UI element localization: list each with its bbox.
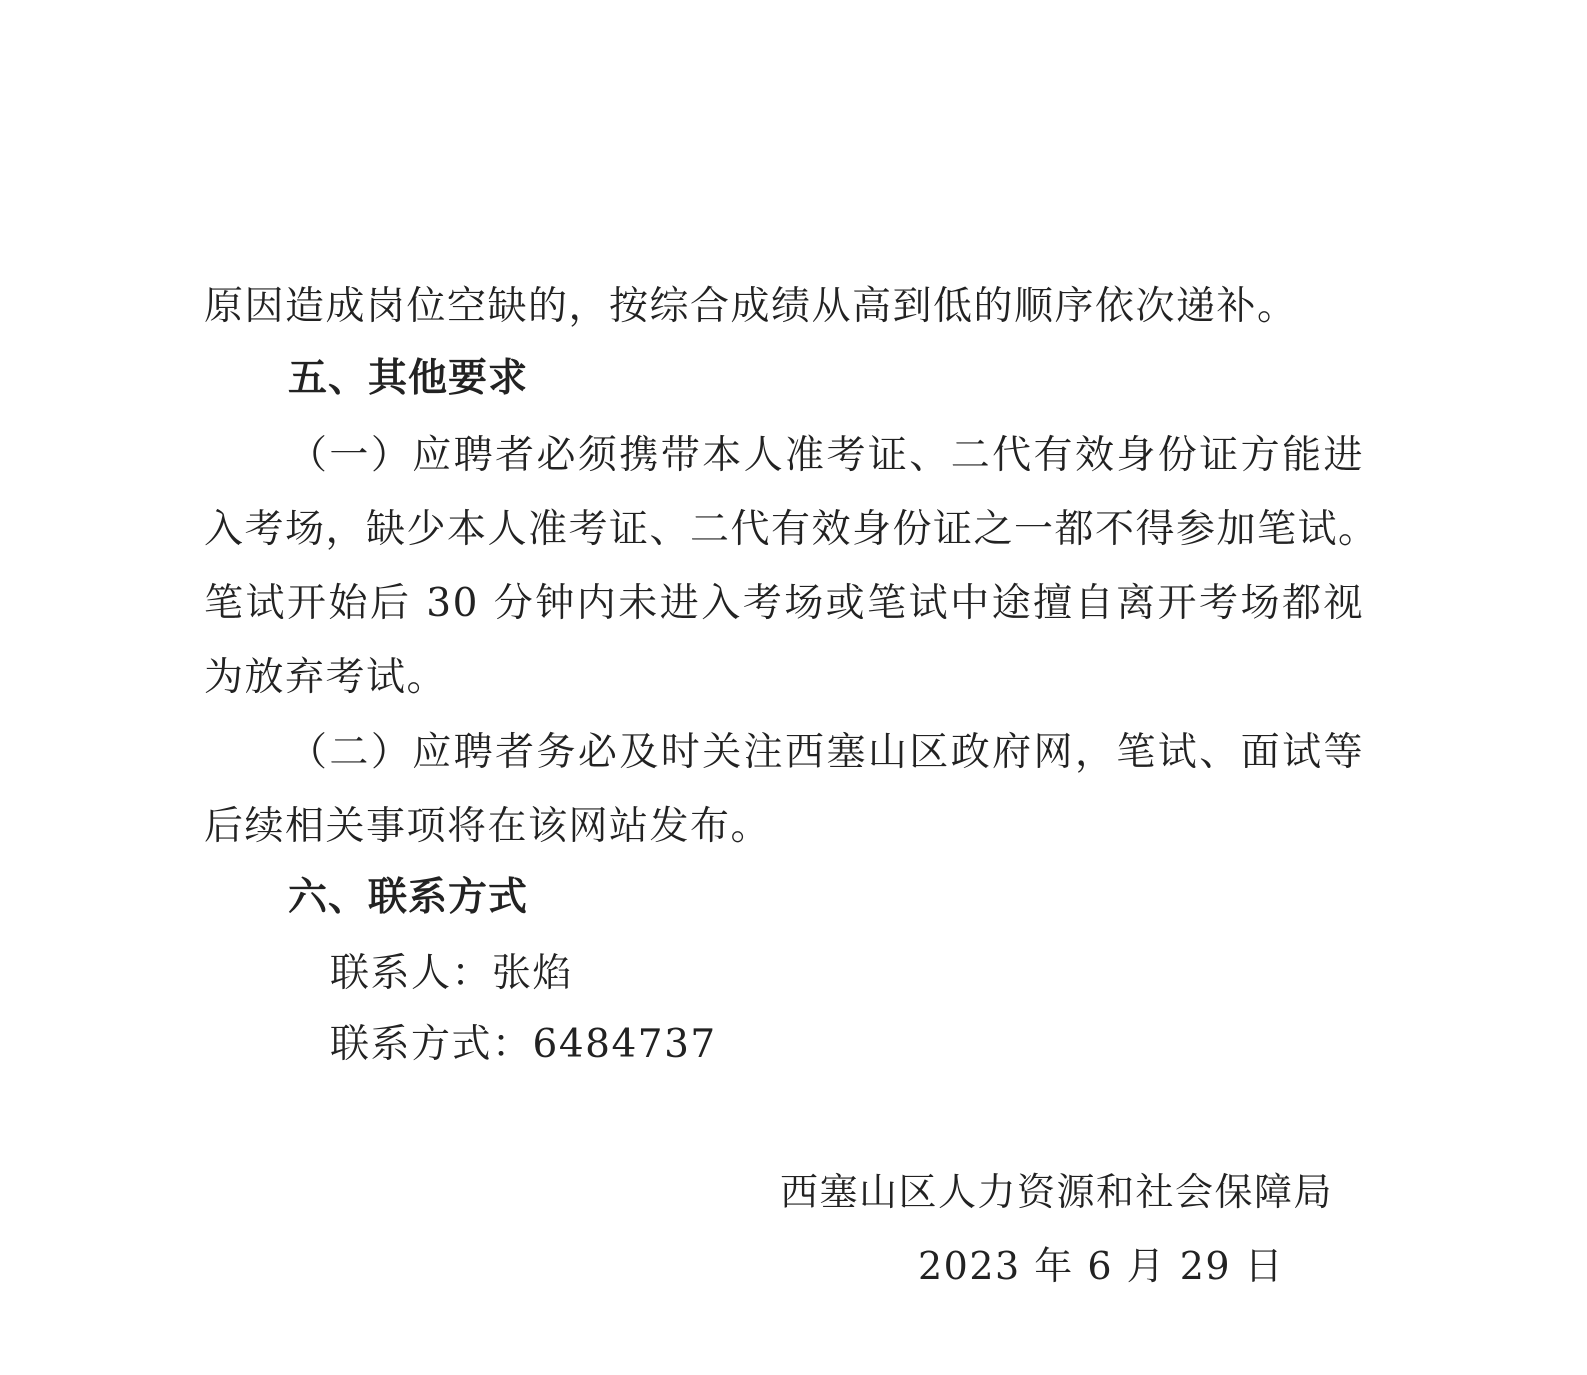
section-5-item-2-line-1: （二）应聘者务必及时关注西塞山区政府网，笔试、面试等 (288, 730, 1364, 775)
continuation-line: 原因造成岗位空缺的，按综合成绩从高到低的顺序依次递补。 (204, 284, 1298, 329)
section-6-heading: 六、联系方式 (288, 875, 529, 920)
section-5-item-2-line-2: 后续相关事项将在该网站发布。 (204, 804, 772, 849)
section-5-heading: 五、其他要求 (288, 356, 529, 401)
section-5-item-1-line-3: 笔试开始后 30 分钟内未进入考场或笔试中途擅自离开考场都视 (204, 581, 1364, 626)
signature-date: 2023 年 6 月 29 日 (918, 1244, 1285, 1288)
section-5-item-1-line-1: （一）应聘者必须携带本人准考证、二代有效身份证方能进 (288, 433, 1364, 478)
contact-phone: 联系方式：6484737 (330, 1022, 717, 1067)
contact-person: 联系人：张焰 (330, 951, 574, 996)
signature-organization: 西塞山区人力资源和社会保障局 (780, 1170, 1334, 1214)
section-5-item-1-line-4: 为放弃考试。 (204, 655, 448, 700)
section-5-item-1-line-2: 入考场，缺少本人准考证、二代有效身份证之一都不得参加笔试。 (204, 507, 1379, 552)
